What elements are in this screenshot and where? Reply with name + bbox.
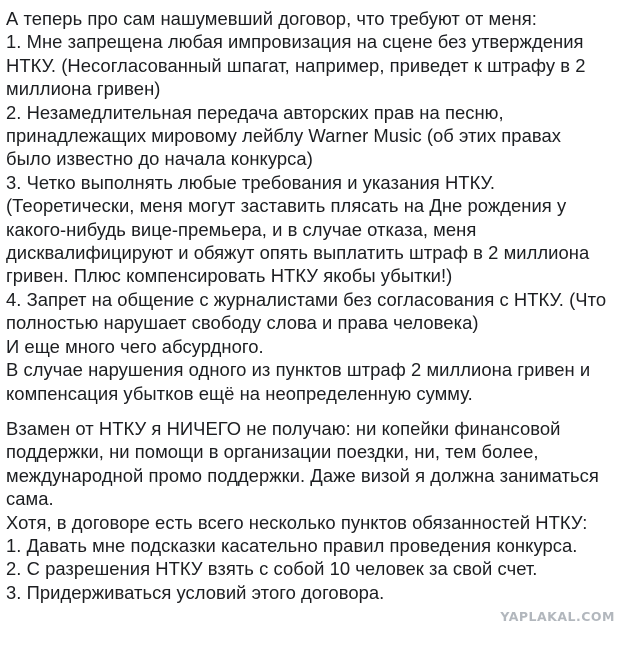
text-line: 2. Незамедлительная передача авторских прав на песню, xyxy=(6,101,504,123)
text-line: какого-нибудь вице-премьера, и в случае отказа, меня xyxy=(6,218,477,240)
paragraph-obligations xyxy=(6,417,636,604)
text-line: поддержки, ни помощи в организации поездки, ни, тем более, xyxy=(6,441,539,463)
text-line: международной промо поддержки. Даже визой я должна заниматься xyxy=(6,464,599,486)
text-line: 3. Четко выполнять любые требования и указания НТКУ. xyxy=(6,171,495,193)
text-line: 3. Придерживаться условий этого договора. xyxy=(6,581,385,603)
text-line: (Теоретически, меня могут заставить плясать на Дне рождения у xyxy=(6,195,567,217)
post-text xyxy=(6,7,636,604)
text-line: 1. Мне запрещена любая импровизация на сцене без утверждения xyxy=(6,31,584,53)
text-line: сама. xyxy=(6,488,54,510)
text-line: было известно до начала конкурса) xyxy=(6,148,313,170)
text-line: 4. Запрет на общение с журналистами без согласования с НТКУ. (Что xyxy=(6,288,607,310)
text-line: гривен. Плюс компенсировать НТКУ якобы убытки!) xyxy=(6,265,453,287)
text-line: Хотя, в договоре есть всего несколько пунктов обязанностей НТКУ: xyxy=(6,511,588,533)
text-line: компенсация убытков ещё на неопределенную сумму. xyxy=(6,382,473,404)
text-line: НТКУ. (Несогласованный шпагат, например, приведет к штрафу в 2 xyxy=(6,54,586,76)
text-line: 1. Давать мне подсказки касательно правил проведения конкурса. xyxy=(6,534,578,556)
text-line: принадлежащих мировому лейблу Warner Music (об этих правах xyxy=(6,125,561,147)
text-line: миллиона гривен) xyxy=(6,78,161,100)
text-line: 2. С разрешения НТКУ взять с собой 10 человек за свой счет. xyxy=(6,558,538,580)
watermark: YAPLAKAL.COM xyxy=(500,609,615,624)
text-line: полностью нарушает свободу слова и права человека) xyxy=(6,312,479,334)
text-line: В случае нарушения одного из пунктов штраф 2 миллиона гривен и xyxy=(6,359,591,381)
text-line: Взамен от НТКУ я НИЧЕГО не получаю: ни копейки финансовой xyxy=(6,417,561,439)
text-line: А теперь про сам нашумевший договор, что требуют от меня: xyxy=(6,8,537,29)
paragraph-contract-terms xyxy=(6,7,636,405)
text-line: И еще много чего абсурдного. xyxy=(6,335,264,357)
text-line: дисквалифицируют и обяжут опять выплатить штраф в 2 миллиона xyxy=(6,242,590,264)
